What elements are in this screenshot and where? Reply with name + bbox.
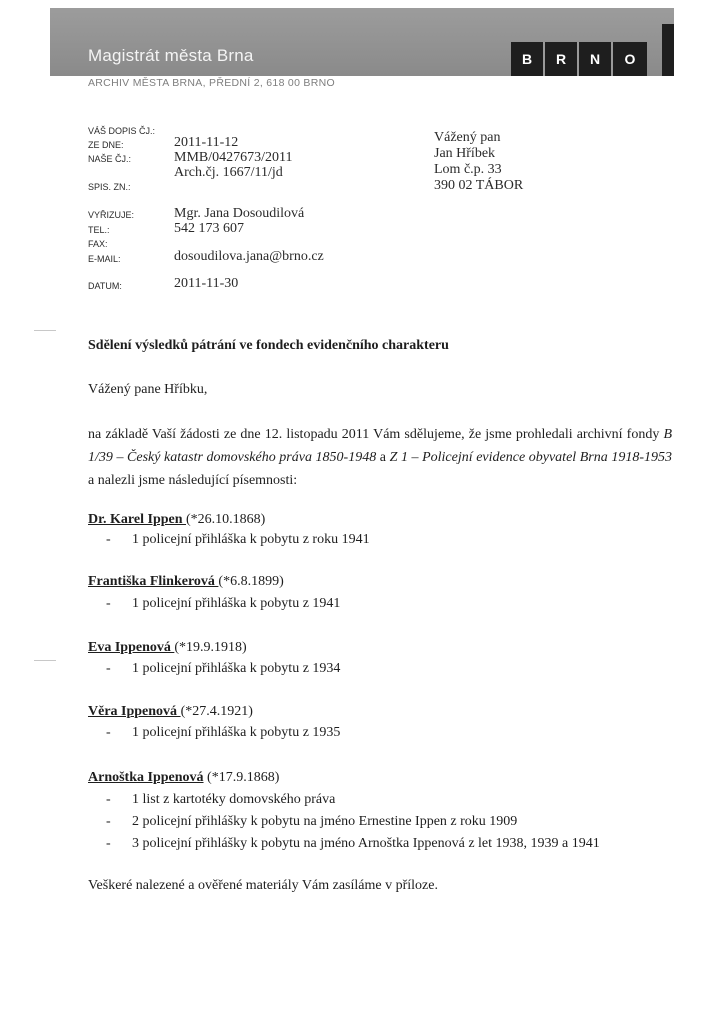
dash-bullet: - bbox=[106, 532, 111, 547]
label-datum: DATUM: bbox=[88, 281, 122, 291]
person-birth: (*27.4.1921) bbox=[180, 704, 253, 719]
scan-mark bbox=[34, 660, 56, 661]
person-entry bbox=[88, 512, 265, 528]
dash-bullet: - bbox=[106, 725, 111, 740]
logo-letter-b: B bbox=[511, 42, 545, 76]
dash-bullet: - bbox=[106, 814, 111, 829]
recipient-line-1: Vážený pan bbox=[434, 130, 501, 145]
item-text: 2 policejní přihlášky k pobytu na jméno Ernestine Ippen z roku 1909 bbox=[132, 814, 518, 829]
person-birth: (*26.10.1868) bbox=[186, 512, 266, 527]
salutation: Vážený pane Hříbku, bbox=[88, 382, 208, 397]
label-spis-zn: SPIS. ZN.: bbox=[88, 182, 131, 192]
list-item bbox=[106, 532, 370, 548]
list-item bbox=[106, 814, 517, 830]
para-text-2: a bbox=[376, 450, 390, 465]
dash-bullet: - bbox=[106, 596, 111, 611]
person-name: Arnoštka Ippenová bbox=[88, 770, 204, 785]
body-paragraph bbox=[88, 423, 672, 492]
value-tel: 542 173 607 bbox=[174, 221, 244, 236]
person-birth: (*19.9.1918) bbox=[174, 640, 247, 655]
logo-letter-r: R bbox=[545, 42, 579, 76]
recipient-line-3: Lom č.p. 33 bbox=[434, 162, 502, 177]
dash-bullet: - bbox=[106, 661, 111, 676]
label-nase-cj: NAŠE ČJ.: bbox=[88, 154, 132, 164]
list-item bbox=[106, 596, 340, 612]
person-name: Eva Ippenová bbox=[88, 640, 175, 655]
value-email: dosoudilova.jana@brno.cz bbox=[174, 249, 324, 264]
letter-subject: Sdělení výsledků pátrání ve fondech evidenčního charakteru bbox=[88, 338, 449, 353]
dash-bullet: - bbox=[106, 836, 111, 851]
label-fax: FAX: bbox=[88, 239, 108, 249]
value-ze-dne: 2011-11-12 bbox=[174, 135, 239, 150]
item-text: 3 policejní přihlášky k pobytu na jméno Arnoštka Ippenová z let 1938, 1939 a 1941 bbox=[132, 836, 600, 851]
value-vyrizuje: Mgr. Jana Dosoudilová bbox=[174, 206, 305, 221]
header-address: ARCHIV MĚSTA BRNA, PŘEDNÍ 2, 618 00 BRNO bbox=[88, 77, 335, 89]
label-vas-dopis: VÁŠ DOPIS ČJ.: bbox=[88, 126, 156, 136]
person-name: Františka Flinkerová bbox=[88, 574, 219, 589]
person-name: Dr. Karel Ippen bbox=[88, 512, 187, 527]
label-email: E-MAIL: bbox=[88, 254, 121, 264]
item-text: 1 policejní přihláška k pobytu z 1934 bbox=[132, 661, 341, 676]
person-birth: (*6.8.1899) bbox=[218, 574, 284, 589]
dash-bullet: - bbox=[106, 792, 111, 807]
logo-letter-n: N bbox=[579, 42, 613, 76]
brno-logo bbox=[511, 42, 647, 76]
list-item bbox=[106, 725, 340, 741]
item-text: 1 list z kartotéky domovského práva bbox=[132, 792, 336, 807]
person-entry bbox=[88, 640, 247, 656]
list-item bbox=[106, 836, 600, 852]
scan-mark bbox=[34, 330, 56, 331]
value-datum: 2011-11-30 bbox=[174, 276, 239, 291]
para-text-3: a nalezli jsme následující písemnosti: bbox=[88, 473, 298, 488]
value-nase-cj: MMB/0427673/2011 bbox=[174, 150, 293, 165]
item-text: 1 policejní přihláška k pobytu z 1935 bbox=[132, 725, 341, 740]
fond-z1: Z 1 – Policejní evidence obyvatel Brna 1918-1953 bbox=[389, 450, 672, 465]
letterhead-band bbox=[50, 8, 674, 76]
value-arch-cj: Arch.čj. 1667/11/jd bbox=[174, 165, 283, 180]
list-item bbox=[106, 792, 335, 808]
person-entry bbox=[88, 574, 284, 590]
item-text: 1 policejní přihláška k pobytu z roku 1941 bbox=[132, 532, 370, 547]
label-vyrizuje: VYŘIZUJE: bbox=[88, 210, 135, 220]
label-tel: TEL.: bbox=[88, 225, 110, 235]
header-title: Magistrát města Brna bbox=[88, 46, 254, 65]
person-birth: (*17.9.1868) bbox=[203, 770, 280, 785]
person-entry bbox=[88, 770, 279, 786]
logo-letter-o: O bbox=[613, 42, 647, 76]
logo-bar bbox=[662, 24, 674, 76]
person-name: Věra Ippenová bbox=[88, 704, 181, 719]
recipient-line-2: Jan Hříbek bbox=[434, 146, 496, 161]
fond-b139: B 1/39 – Český katastr domovského práva 1850-1948 bbox=[88, 427, 672, 465]
closing-sentence: Veškeré nalezené a ověřené materiály Vám zasíláme v příloze. bbox=[88, 878, 438, 893]
list-item bbox=[106, 661, 340, 677]
para-text-1: na základě Vaší žádosti ze dne 12. listopadu 2011 Vám sdělujeme, že jsme prohledali archivní fondy bbox=[88, 427, 664, 442]
label-ze-dne: ZE DNE: bbox=[88, 140, 124, 150]
recipient-line-4: 390 02 TÁBOR bbox=[434, 178, 524, 193]
item-text: 1 policejní přihláška k pobytu z 1941 bbox=[132, 596, 341, 611]
person-entry bbox=[88, 704, 253, 720]
